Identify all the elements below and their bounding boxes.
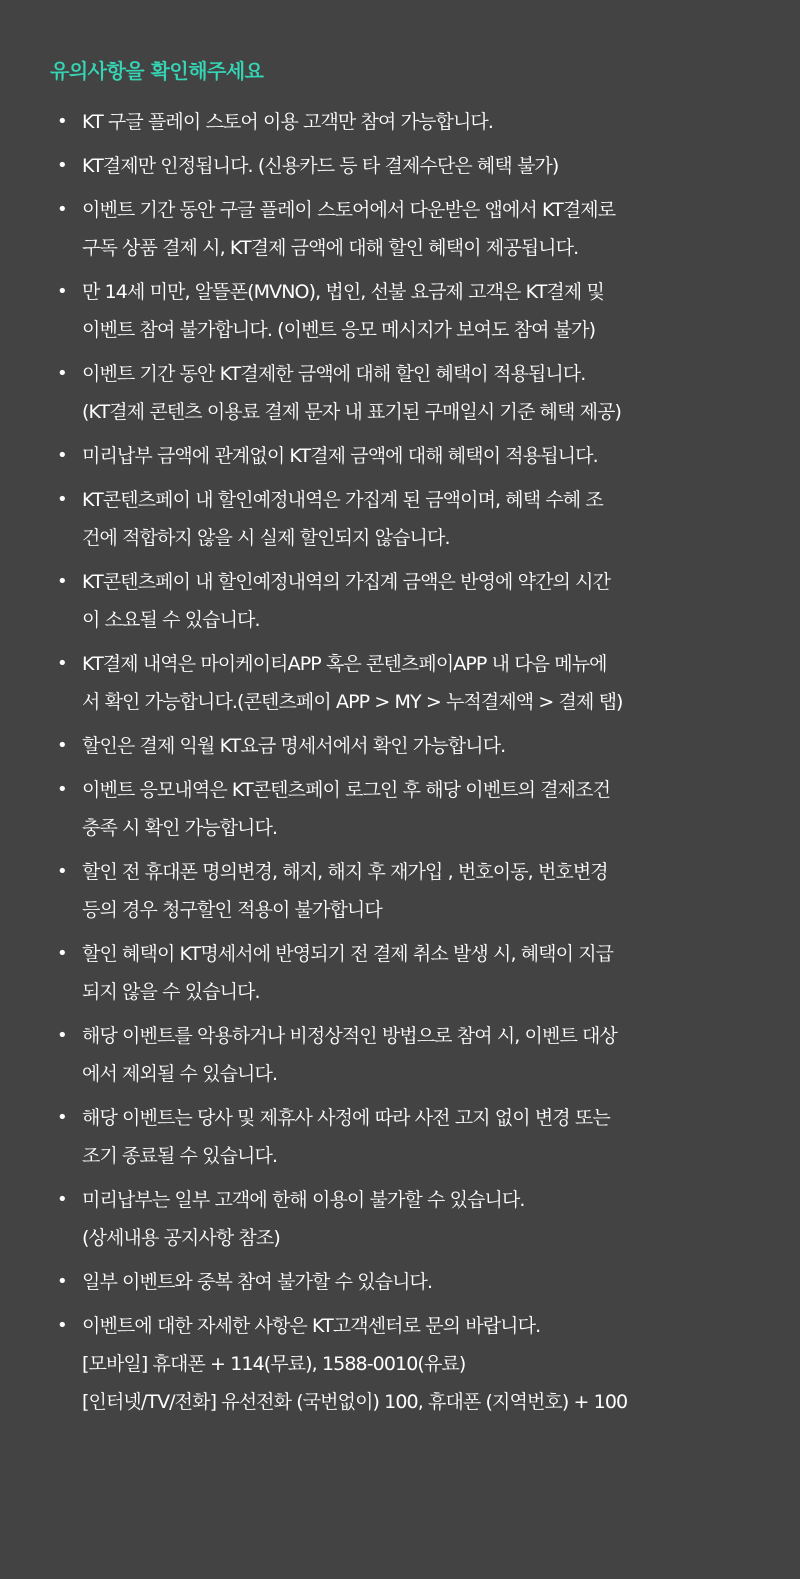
bullet-icon: • [57, 779, 68, 800]
notice-item-text: 이벤트에 대한 자세한 사항은 KT고객센터로 문의 바랍니다. [82, 1315, 541, 1337]
notice-item-text: 건에 적합하지 않을 시 실제 할인되지 않습니다. [82, 527, 450, 549]
notice-item-text: 등의 경우 청구할인 적용이 불가합니다 [82, 899, 382, 921]
notice-item [50, 727, 760, 765]
notice-item-text: 이벤트 기간 동안 구글 플레이 스토어에서 다운받은 앱에서 KT결제로 [82, 199, 616, 221]
notice-item-text: [인터넷/TV/전화] 유선전화 (국번없이) 100, 휴대폰 (지역번호) + 100 [82, 1391, 628, 1413]
notice-item [50, 645, 760, 721]
bullet-icon: • [57, 861, 68, 882]
notice-item [50, 1181, 760, 1257]
notice-item [50, 771, 760, 847]
notice-list [50, 103, 760, 1421]
notice-item-text: 해당 이벤트를 악용하거나 비정상적인 방법으로 참여 시, 이벤트 대상 [82, 1025, 617, 1047]
notice-item-text: KT콘텐츠페이 내 할인예정내역은 가집계 된 금액이며, 혜택 수혜 조 [82, 489, 603, 511]
bullet-icon: • [57, 363, 68, 384]
bullet-icon: • [57, 943, 68, 964]
notice-item [50, 1099, 760, 1175]
notice-item [50, 147, 760, 185]
notice-item-text: KT결제만 인정됩니다. (신용카드 등 타 결제수단은 혜택 불가) [82, 155, 559, 177]
notice-item [50, 191, 760, 267]
notice-item-text: 이벤트 응모내역은 KT콘텐츠페이 로그인 후 해당 이벤트의 결제조건 [82, 779, 611, 801]
notice-item-text: 에서 제외될 수 있습니다. [82, 1063, 278, 1085]
notice-item-text: 해당 이벤트는 당사 및 제휴사 사정에 따라 사전 고지 없이 변경 또는 [82, 1107, 610, 1129]
bullet-icon: • [57, 1189, 68, 1210]
notice-item [50, 103, 760, 141]
bullet-icon: • [57, 111, 68, 132]
notice-item-text: 조기 종료될 수 있습니다. [82, 1145, 278, 1167]
notice-item [50, 437, 760, 475]
notice-item-text: 충족 시 확인 가능합니다. [82, 817, 278, 839]
notice-item-text: 이벤트 기간 동안 KT결제한 금액에 대해 할인 혜택이 적용됩니다. [82, 363, 586, 385]
notice-item [50, 355, 760, 431]
notice-item-text: (상세내용 공지사항 참조) [82, 1227, 280, 1249]
notice-item-text: 할인은 결제 익월 KT요금 명세서에서 확인 가능합니다. [82, 735, 506, 757]
bullet-icon: • [57, 199, 68, 220]
bullet-icon: • [57, 489, 68, 510]
bullet-icon: • [57, 735, 68, 756]
notice-item [50, 273, 760, 349]
notice-item-text: 일부 이벤트와 중복 참여 불가할 수 있습니다. [82, 1271, 433, 1293]
notice-title: 유의사항을 확인해주세요 [50, 59, 264, 83]
notice-item-text: [모바일] 휴대폰 + 114(무료), 1588-0010(유료) [82, 1353, 466, 1375]
notice-item-text: KT콘텐츠페이 내 할인예정내역의 가집계 금액은 반영에 약간의 시간 [82, 571, 611, 593]
bullet-icon: • [57, 155, 68, 176]
bullet-icon: • [57, 1315, 68, 1336]
bullet-icon: • [57, 1025, 68, 1046]
bullet-icon: • [57, 653, 68, 674]
notice-item [50, 563, 760, 639]
bullet-icon: • [57, 571, 68, 592]
bullet-icon: • [57, 281, 68, 302]
notice-item-text: KT결제 내역은 마이케이티APP 혹은 콘텐츠페이APP 내 다음 메뉴에 [82, 653, 607, 675]
notice-item-text: (KT결제 콘텐츠 이용료 결제 문자 내 표기된 구매일시 기준 혜택 제공) [82, 401, 622, 423]
notice-item [50, 853, 760, 929]
notice-item-text: 이벤트 참여 불가합니다. (이벤트 응모 메시지가 보여도 참여 불가) [82, 319, 596, 341]
notice-item-text: 할인 전 휴대폰 명의변경, 해지, 해지 후 재가입 , 번호이동, 번호변경 [82, 861, 608, 883]
notice-item-text: 구독 상품 결제 시, KT결제 금액에 대해 할인 혜택이 제공됩니다. [82, 237, 579, 259]
notice-item [50, 1263, 760, 1301]
bullet-icon: • [57, 445, 68, 466]
notice-item-text: 만 14세 미만, 알뜰폰(MVNO), 법인, 선불 요금제 고객은 KT결제 및 [82, 281, 604, 303]
notice-item-text: 미리납부 금액에 관계없이 KT결제 금액에 대해 혜택이 적용됩니다. [82, 445, 598, 467]
bullet-icon: • [57, 1107, 68, 1128]
notice-item-text: 서 확인 가능합니다.(콘텐츠페이 APP > MY > 누적결제액 > 결제 탭) [82, 691, 623, 713]
notice-item-text: 되지 않을 수 있습니다. [82, 981, 260, 1003]
bullet-icon: • [57, 1271, 68, 1292]
notice-item-text: 할인 혜택이 KT명세서에 반영되기 전 결제 취소 발생 시, 혜택이 지급 [82, 943, 614, 965]
notice-item [50, 1017, 760, 1093]
notice-item-text: 미리납부는 일부 고객에 한해 이용이 불가할 수 있습니다. [82, 1189, 525, 1211]
notice-item [50, 481, 760, 557]
notice-item [50, 1307, 760, 1421]
notice-item-text: 이 소요될 수 있습니다. [82, 609, 260, 631]
notice-item [50, 935, 760, 1011]
notice-item-text: KT 구글 플레이 스토어 이용 고객만 참여 가능합니다. [82, 111, 493, 133]
